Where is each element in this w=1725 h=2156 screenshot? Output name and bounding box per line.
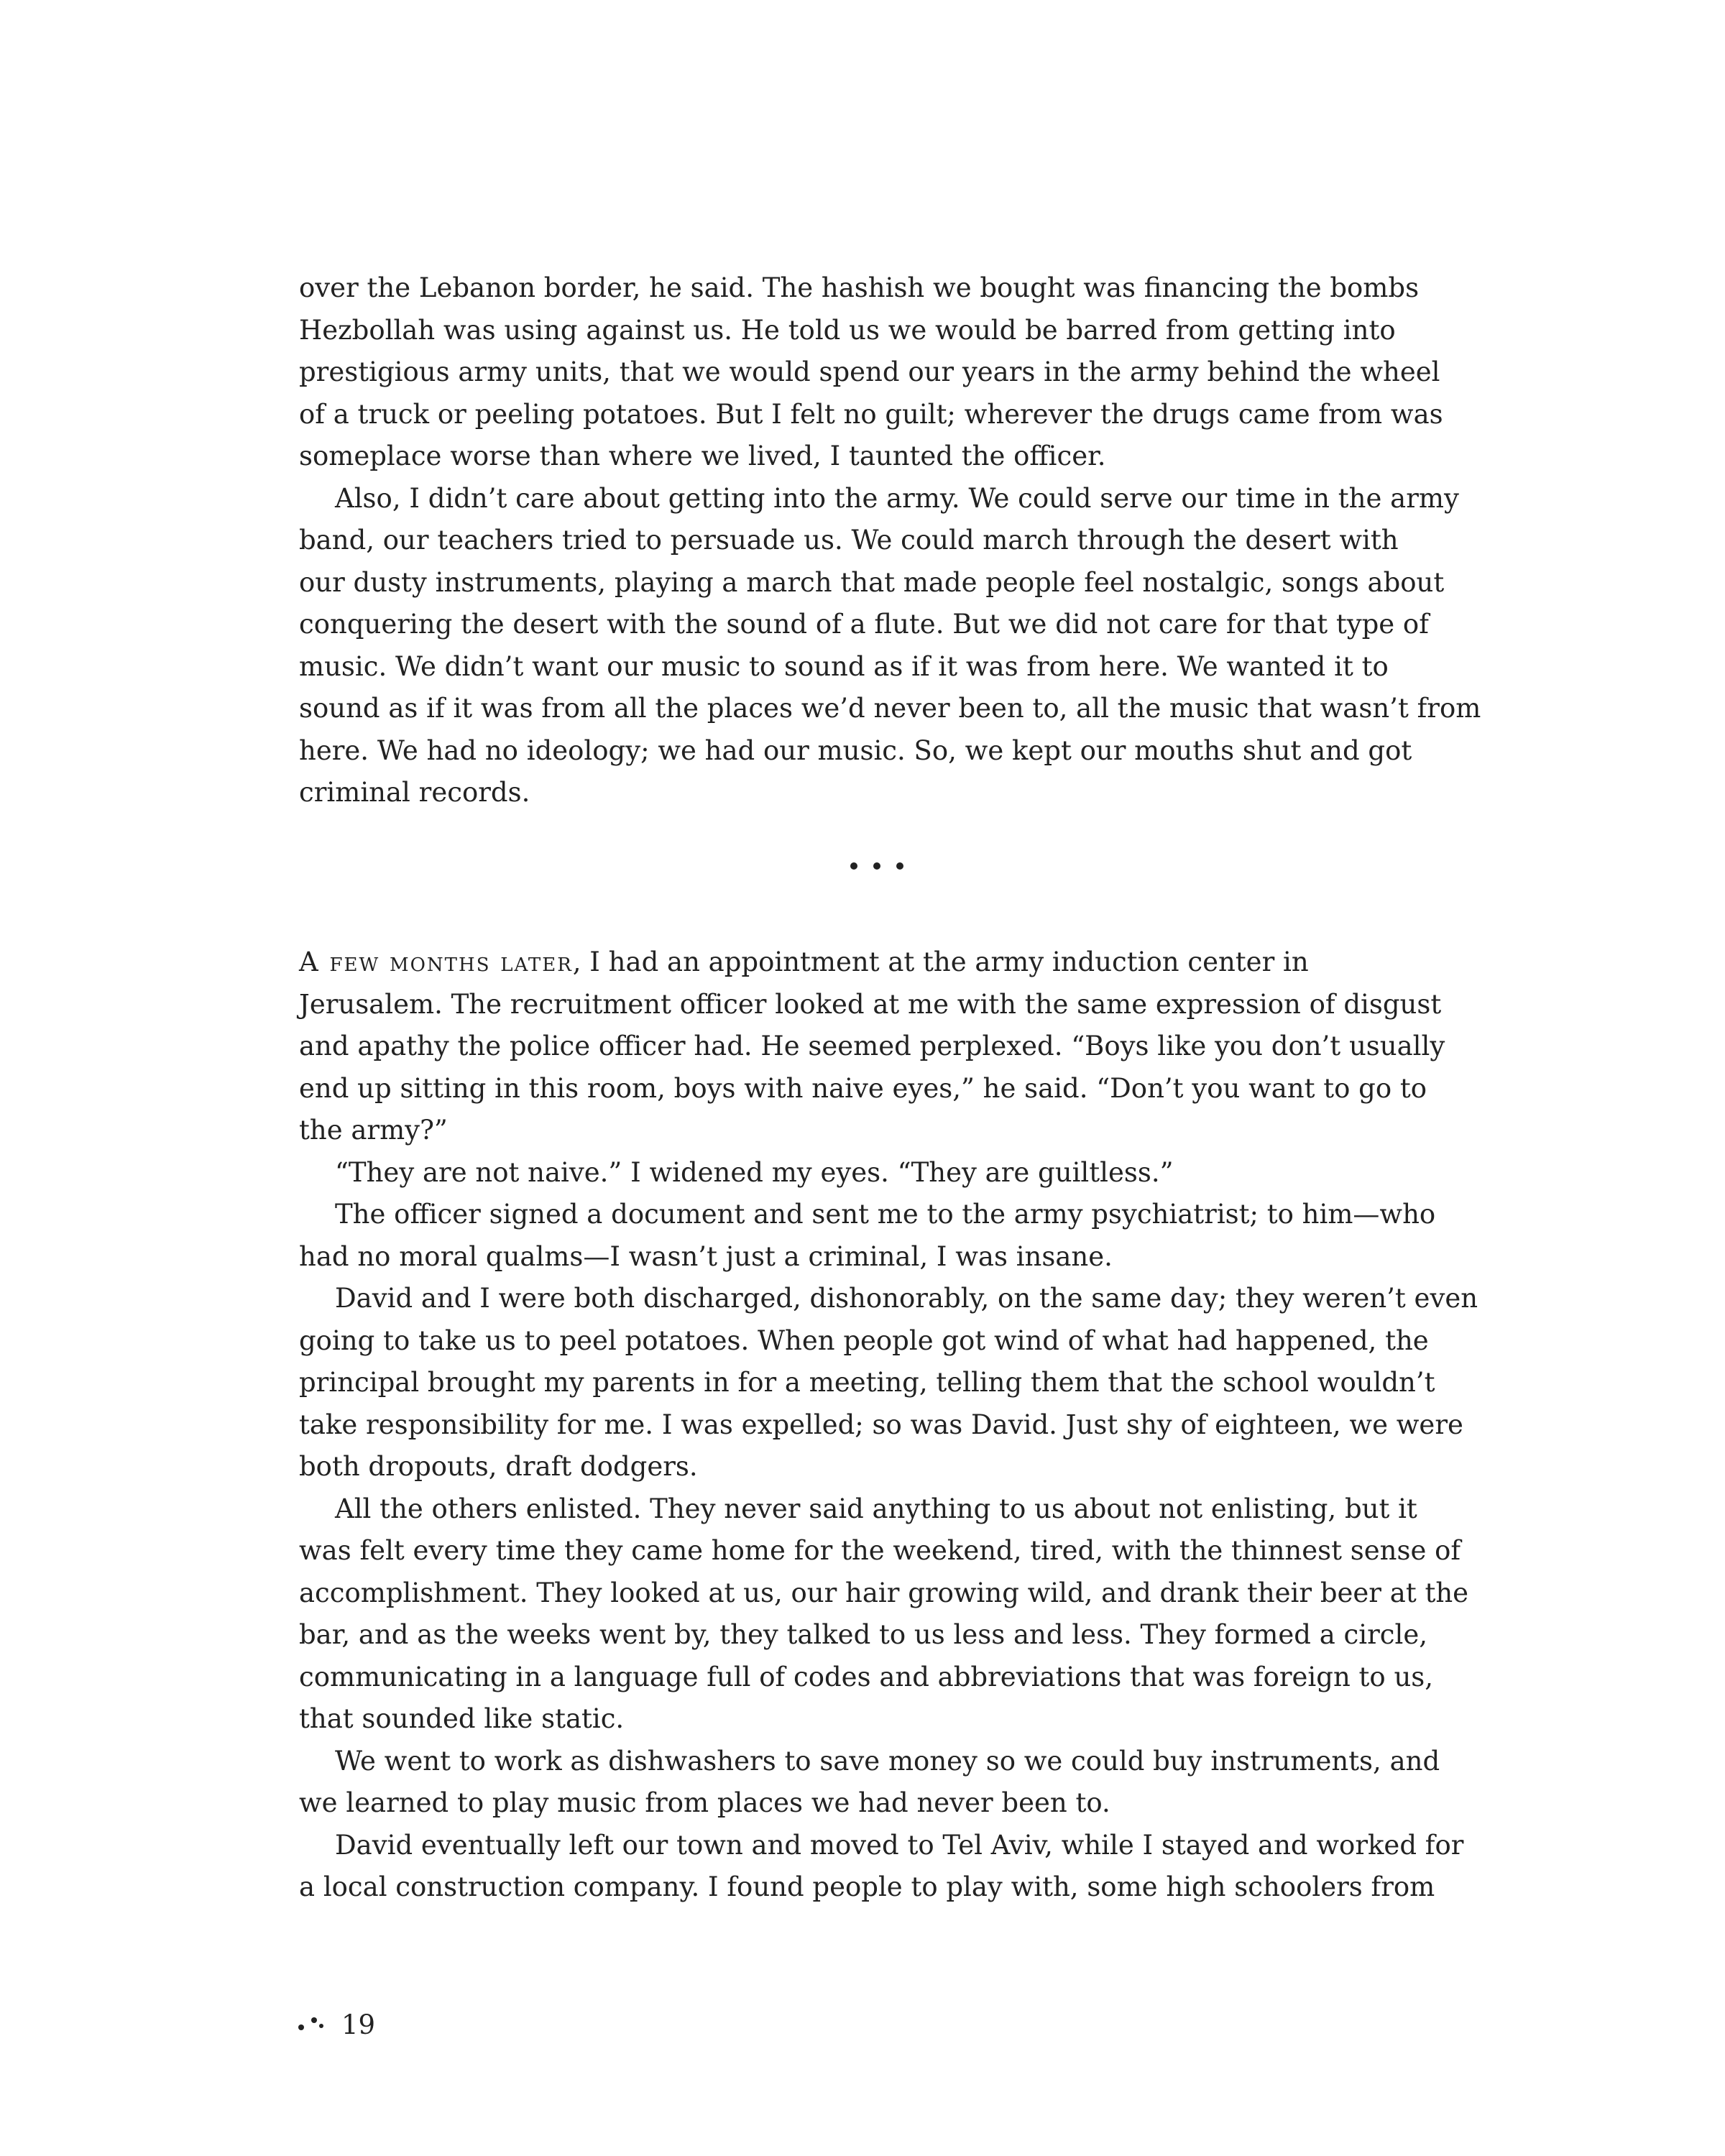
text-line: bar, and as the weeks went by, they talked to us less and less. They formed a circle, <box>299 1619 1427 1650</box>
text-line: We went to work as dishwashers to save money so we could buy instruments, and <box>335 1745 1440 1777</box>
text-line: both dropouts, draft dodgers. <box>299 1451 698 1482</box>
text-line: that sounded like static. <box>299 1703 625 1734</box>
text-line: sound as if it was from all the places we’d never been to, all the music that wasn’t from <box>299 693 1481 724</box>
page-footer <box>297 2007 375 2042</box>
text-line: band, our teachers tried to persuade us. We could march through the desert with <box>299 525 1399 556</box>
text-line: All the others enlisted. They never said anything to us about not enlisting, but it <box>335 1493 1417 1524</box>
text-line: take responsibility for me. I was expelled; so was David. Just shy of eighteen, we were <box>299 1409 1463 1440</box>
text-line: end up sitting in this room, boys with naive eyes,” he said. “Don’t you want to go to <box>299 1072 1427 1104</box>
dot-ornament-icon <box>297 2014 328 2035</box>
text-line: here. We had no ideology; we had our music. So, we kept our mouths shut and got <box>299 734 1412 766</box>
text-line: David eventually left our town and moved to Tel Aviv, while I stayed and worked for <box>335 1829 1464 1861</box>
text-line: and apathy the police officer had. He seemed perplexed. “Boys like you don’t usually <box>299 1031 1445 1061</box>
text-line: Jerusalem. The recruitment officer looked at me with the same expression of disgust <box>299 988 1442 1020</box>
text-line: prestigious army units, that we would spend our years in the army behind the wheel <box>299 356 1440 387</box>
page-number: 19 <box>341 2009 376 2040</box>
text-line: criminal records. <box>299 777 530 808</box>
text-line: communicating in a language full of codes and abbreviations that was foreign to us, <box>299 1661 1434 1692</box>
text-line: of a truck or peeling potatoes. But I felt no guilt; wherever the drugs came from was <box>299 398 1443 430</box>
text-line: a local construction company. I found people to play with, some high schoolers from <box>299 1871 1435 1902</box>
text-line: our dusty instruments, playing a march that made people feel nostalgic, songs about <box>299 566 1445 598</box>
text-line: accomplishment. They looked at us, our hair growing wild, and drank their beer at the <box>299 1577 1469 1608</box>
text-line: principal brought my parents in for a meeting, telling them that the school wouldn’t <box>299 1367 1435 1398</box>
text-line: conquering the desert with the sound of a flute. But we did not care for that type of <box>299 609 1429 640</box>
section-opener-rest: , I had an appointment at the army induction center in <box>572 946 1309 977</box>
text-line: someplace worse than where we lived, I taunted the officer. <box>299 441 1106 471</box>
text-line: was felt every time they came home for the weekend, tired, with the thinnest sense of <box>299 1535 1461 1566</box>
text-line: Hezbollah was using against us. He told us we would be barred from getting into <box>299 314 1396 346</box>
section-opening-line <box>299 941 1471 984</box>
text-line: over the Lebanon border, he said. The hashish we bought was financing the bombs <box>299 272 1420 303</box>
text-line: we learned to play music from places we had never been to. <box>299 1787 1110 1818</box>
body-text-top <box>299 267 1481 814</box>
text-line: “They are not naive.” I widened my eyes. “They are guiltless.” <box>335 1156 1174 1188</box>
text-line: music. We didn’t want our music to sound as if it was from here. We wanted it to <box>299 650 1389 682</box>
text-line: had no moral qualms—I wasn’t just a criminal, I was insane. <box>299 1240 1113 1272</box>
text-line: The officer signed a document and sent me to the army psychiatrist; to him—who <box>335 1199 1436 1230</box>
text-line: David and I were both discharged, dishonorably, on the same day; they weren’t even <box>335 1283 1478 1314</box>
section-opener: A few months later <box>299 946 573 977</box>
text-line: going to take us to peel potatoes. When people got wind of what had happened, the <box>299 1325 1429 1356</box>
section-break-dots-icon <box>848 859 906 873</box>
text-line: the army?” <box>299 1115 448 1146</box>
text-line: Also, I didn’t care about getting into the army. We could serve our time in the army <box>335 482 1459 514</box>
body-text-bottom <box>299 941 1478 1909</box>
